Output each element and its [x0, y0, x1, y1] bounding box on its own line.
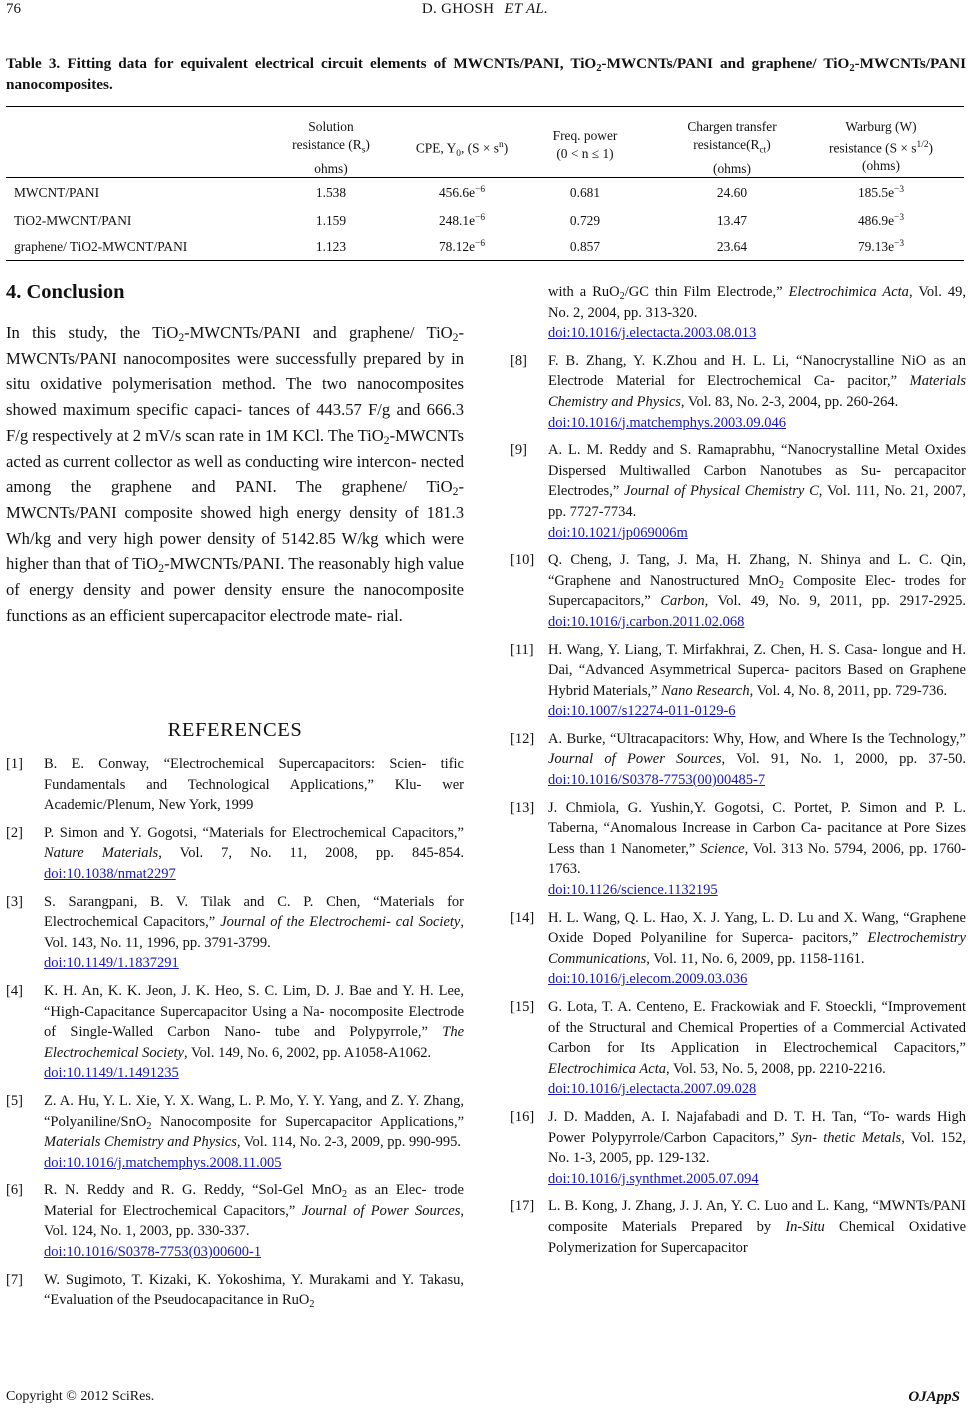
doi-link[interactable]: doi:10.1016/j.matchemphys.2003.09.046: [548, 414, 787, 431]
references-left-column: [6, 754, 464, 1311]
page-number: 76: [6, 1, 21, 17]
reference-14: [14] H. L. Wang, Q. L. Hao, X. J. Yang, L. D. Lu and X. Wang, “Graphene Oxide Doped Polyaniline for Superca- pacitors,” Electrochemistry Communications, Vol. 11, No. 6, 2009, pp. 1158-1161. doi:10.1016/j.elecom.2009.03.036: [510, 909, 966, 988]
doi-link[interactable]: doi:10.1016/S0378-7753(03)00600-1: [44, 1244, 262, 1261]
header-solution-resistance: Solution resistance $(R_s)$ ohms): [292, 119, 370, 176]
doi-link[interactable]: doi:10.1016/j.matchemphys.2008.11.005: [44, 1154, 282, 1171]
reference-8: [8] F. B. Zhang, Y. K.Zhou and H. L. Li, “Nanocrystalline NiO as an Electrode Material for Electrochemical Ca- pacitor,” Materials Chemistry and Physics, Vol. 83, No. 2-3, 2004, pp. 260-264. doi:10.1016/j.matchemphys.2003.09.046: [510, 352, 966, 431]
reference-9: [9] A. L. M. Reddy and S. Ramaprabhu, “Nanocrystalline Metal Oxides Dispersed Multiwalled Carbon Nanotubes as Su- percapacitor Electrodes,” Journal of Physical Chemistry C, Vol. 111, No. 21, 2007, pp. 7727-7734. doi:10.1021/jp069006m: [510, 442, 966, 541]
header-warburg: Warburg (W) resistance $(S \times s^{1/2})$ (ohms): [829, 119, 933, 174]
running-title: [0, 1, 970, 18]
conclusion-paragraph: In this study, the TiO$_2$-MWCNTs/PANI and graphene/ TiO$_2$-MWCNTs/PANI nanocomposites were successfully prepared by in situ oxidative polymerisation method. The two nanocomposites showed maximum specific capaci- tances of 443.57 F/g and 666.3 F/g respectively at 2 mV/s scan rate in 1M KCl. The TiO$_2$-MWCNTs acted as current collector as well as conducting wire intercon- nected among the graphene and PANI. The graphene/ TiO$_2$-MWCNTs/PANI composite showed high energy density of 181.3 Wh/kg and very high power density of 5142.85 W/kg which were higher than that of TiO$_2$-MWCNTs/PANI. The reasonably high value of energy density and power density ensure the nanocomposite functions as an efficient supercapacitor electrode mate- rial.: [6, 323, 465, 625]
doi-link[interactable]: doi:10.1016/j.elecom.2009.03.036: [548, 971, 748, 988]
doi-link[interactable]: doi:10.1149/1.1837291: [44, 955, 179, 972]
reference-17: [17] L. B. Kong, J. Zhang, J. J. An, Y. C. Luo and L. Kang, “MWNTs/PANI composite Materials Prepared by In-Situ Chemical Oxidative Polymerization for Supercapacitor: [510, 1198, 967, 1256]
header-authors: D. GHOSH: [421, 1, 495, 17]
header-cpe: CPE, $Y_0$, $(S \times s^n)$: [415, 140, 509, 160]
table-bottom-rule: [6, 260, 964, 261]
reference-2: [2] P. Simon and Y. Gogotsi, “Materials for Electrochemical Capacitors,” Nature Materials, Vol. 7, No. 11, 2008, pp. 845-854. doi:10.1038/nmat2297: [6, 824, 464, 882]
journal-name: OJAppS: [908, 1389, 960, 1405]
header-charge-transfer: Chargen transfer $resistance(R_{ct})$ (ohms): [687, 119, 777, 176]
references-right-column: [510, 282, 966, 1258]
reference-6: [6] R. N. Reddy and R. G. Reddy, “Sol-Gel MnO$_2$ as an Elec- trode Material for Electrochemical Capacitors,” Journal of Power Sources, Vol. 124, No. 1, 2003, pp. 330-337. doi:10.1016/S0378-7753(03)00600-1: [6, 1182, 464, 1261]
reference-1: [1] B. E. Conway, “Electrochemical Supercapacitors: Scien- tific Fundamentals and Technological Applications,” Klu- wer Academic/Plenum, New York, 1999: [6, 756, 464, 814]
table-header-rule: [6, 177, 964, 178]
header-freq-power: Freq. power (0 < n ≤ 1): [552, 128, 618, 161]
table-top-rule: [6, 106, 964, 107]
table-caption: Table 3. Fitting data for equivalent electrical circuit elements of MWCNTs/PANI, TiO$_2$-MWCNTs/PANI and graphene/ TiO$_2$-MWCNTs/PANI nanocomposites.: [6, 55, 967, 93]
doi-link[interactable]: doi:10.1149/1.1491235: [44, 1065, 179, 1082]
doi-link[interactable]: doi:10.1016/S0378-7753(00)00485-7: [548, 772, 766, 789]
reference-12: [12] A. Burke, “Ultracapacitors: Why, How, and Where Is the Technology,” Journal of Power Sources, Vol. 91, No. 1, 2000, pp. 37-50. doi:10.1016/S0378-7753(00)00485-7: [510, 730, 966, 789]
doi-link[interactable]: doi:10.1007/s12274-011-0129-6: [548, 703, 736, 720]
reference-7: [7] W. Sugimoto, T. Kizaki, K. Yokoshima, Y. Murakami and Y. Takasu, “Evaluation of the Pseudocapacitance in RuO$_2$: [6, 1271, 464, 1311]
reference-13: [13] J. Chmiola, G. Yushin,Y. Gogotsi, C. Portet, P. Simon and P. L. Taberna, “Anomalous Increase in Carbon Ca- pacitance at Pore Sizes Less than 1 Nanometer,” Science, Vol. 313 No. 5794, 2006, pp. 1760-1763. doi:10.1126/science.1132195: [510, 799, 966, 899]
references-heading: REFERENCES: [167, 719, 303, 741]
reference-16: [16] J. D. Madden, A. I. Najafabadi and D. T. H. Tan, “To- wards High Power Polypyrrole/Carbon Capacitors,” Syn- thetic Metals, Vol. 152, No. 1-3, 2005, pp. 129-132. doi:10.1016/j.synthmet.2005.07.094: [510, 1108, 967, 1187]
reference-4: [4] K. H. An, K. K. Jeon, J. K. Heo, S. C. Lim, D. J. Bae and Y. H. Lee, “High-Capacitance Supercapacitor Using a Na- nocomposite Electrode of Single-Walled Carbon Nano- tube and Polypyrrole,” The Electrochemical Society, Vol. 149, No. 6, 2002, pp. A1058-A1062. doi:10.1149/1.1491235: [6, 982, 464, 1082]
reference-10: [10] Q. Cheng, J. Tang, J. Ma, H. Zhang, N. Shinya and L. C. Qin, “Graphene and Nanostructured MnO$_2$ Composite Elec- trodes for Supercapacitors,” Carbon, Vol. 49, No. 9, 2011, pp. 2917-2925. doi:10.1016/j.carbon.2011.02.068: [510, 552, 966, 630]
header-etal: ET AL.: [504, 1, 549, 17]
doi-link[interactable]: doi:10.1021/jp069006m: [548, 524, 688, 541]
doi-link[interactable]: doi:10.1016/j.electacta.2003.08.013: [548, 325, 757, 342]
doi-link[interactable]: doi:10.1038/nmat2297: [44, 865, 176, 882]
reference-5: [5] Z. A. Hu, Y. L. Xie, Y. X. Wang, L. P. Mo, Y. Y. Yang, and Z. Y. Zhang, “Polyaniline/SnO$_2$ Nanocomposite for Supercapacitor Applications,” Materials Chemistry and Physics, Vol. 114, No. 2-3, 2009, pp. 990-995. doi:10.1016/j.matchemphys.2008.11.005: [6, 1092, 464, 1171]
reference-7-continued: with a RuO$_2$/GC thin Film Electrode,” Electrochimica Acta, Vol. 49, No. 2, 2004, pp. 313-320. doi:10.1016/j.electacta.2003.08.013: [548, 284, 966, 342]
doi-link[interactable]: doi:10.1016/j.electacta.2007.09.028: [548, 1081, 757, 1098]
doi-link[interactable]: doi:10.1016/j.carbon.2011.02.068: [548, 613, 745, 630]
copyright-notice: Copyright © 2012 SciRes.: [6, 1389, 155, 1404]
section-heading-conclusion: 4. Conclusion: [6, 281, 125, 303]
reference-11: [11] H. Wang, Y. Liang, T. Mirfakhrai, Z. Chen, H. S. Casa- longue and H. Dai, “Advanced Asymmetrical Superca- pacitors Based on Graphene Hybrid Materials,” Nano Research, Vol. 4, No. 8, 2011, pp. 729-736. doi:10.1007/s12274-011-0129-6: [510, 641, 966, 720]
running-header: [0, 0, 970, 28]
doi-link[interactable]: doi:10.1126/science.1132195: [548, 882, 718, 899]
reference-3: [3] S. Sarangpani, B. V. Tilak and C. P. Chen, “Materials for Electrochemical Capacitors,” Journal of the Electrochemi- cal Society, Vol. 143, No. 11, 1996, pp. 3791-3799. doi:10.1149/1.1837291: [6, 893, 464, 972]
reference-15: [15] G. Lota, T. A. Centeno, E. Frackowiak and F. Stoeckli, “Improvement of the Structural and Chemical Properties of a Commercial Activated Carbon for Its Application in Electrochemical Capacitors,” Electrochimica Acta, Vol. 53, No. 5, 2008, pp. 2210-2216. doi:10.1016/j.electacta.2007.09.028: [510, 999, 966, 1098]
doi-link[interactable]: doi:10.1016/j.synthmet.2005.07.094: [548, 1170, 759, 1187]
